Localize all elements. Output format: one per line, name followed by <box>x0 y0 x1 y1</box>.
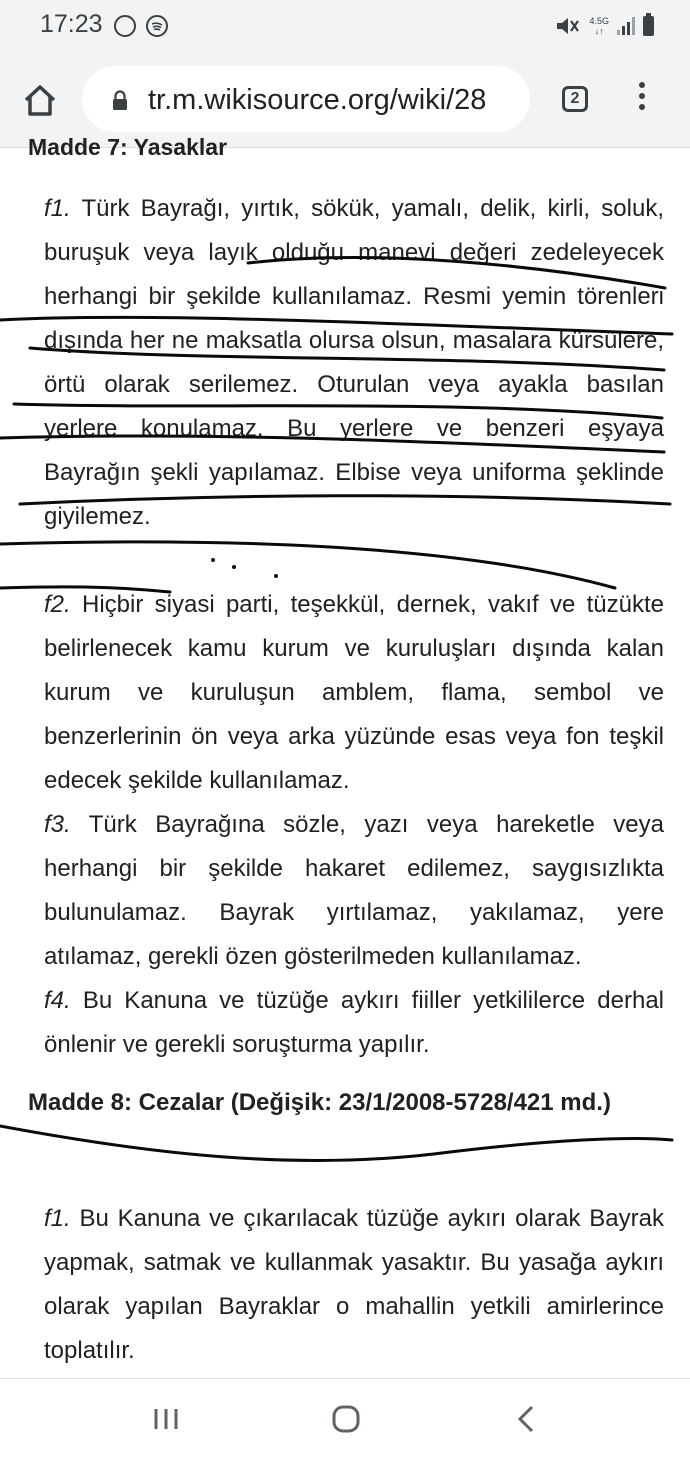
paragraph-7-2 <box>44 583 664 803</box>
paragraph-7-1 <box>44 187 664 539</box>
battery-icon <box>643 16 654 36</box>
more-vert-icon[interactable] <box>632 82 652 118</box>
status-time: 17:23 <box>40 10 103 38</box>
system-nav-bar <box>0 1378 690 1457</box>
paragraph-text: Türk Bayrağı, yırtık, sökük, yamalı, delik, kirli, soluk, buruşuk veya layık olduğu manevi değeri zedeleyecek herhangi bir şekilde kullanılamaz. Resmi yemin törenleri dışında her ne maksatla olursa olsun, masalara kürsülere, örtü olarak serilemez. Oturulan veya ayakla basılan yerlere konulamaz. Bu yerlere ve benzeri eşyaya Bayrağın şekli yapılamaz. Elbise veya uniforma şeklinde giyilemez. <box>44 195 664 530</box>
paragraph-number: f1. <box>44 1205 71 1232</box>
paragraph-7-3 <box>44 803 664 979</box>
address-bar[interactable] <box>82 66 530 132</box>
recent-apps-icon[interactable] <box>146 1403 186 1435</box>
paragraph-text: Türk Bayrağına sözle, yazı veya hareketle veya herhangi bir şekilde hakaret edilemez, saygısızlıkta bulunulamaz. Bayrak yırtılamaz, yakılamaz, yere atılamaz, gerekli özen gösterilmeden kullanılamaz. <box>44 811 664 970</box>
lock-icon <box>112 90 128 110</box>
section-heading-madde-8: Madde 8: Cezalar (Değişik: 23/1/2008-5728/421 md.) <box>28 1089 611 1116</box>
paragraph-7-4 <box>44 979 664 1067</box>
status-icons <box>555 14 654 38</box>
mute-icon <box>555 15 581 37</box>
paragraph-number: f1. <box>44 195 71 222</box>
signal-icon <box>617 17 635 35</box>
paragraph-text: Hiçbir siyasi parti, teşekkül, dernek, vakıf ve tüzükte belirlenecek kamu kurum ve kuruluşları dışında kalan kurum ve kuruluşun amblem, flama, sembol ve benzerlerinin ön veya arka yüzünde esas veya fon teşkil edecek şekilde kullanılamaz. <box>44 591 664 794</box>
home-icon[interactable] <box>20 80 60 120</box>
status-bar <box>0 0 690 52</box>
paragraph-text: Bu Kanuna ve tüzüğe aykırı fiiller yetkililerce derhal önlenir ve gerekli soruşturma yapılır. <box>44 987 664 1058</box>
spotify-icon <box>146 15 168 37</box>
paragraph-number: f2. <box>44 591 71 618</box>
paragraph-text: Bu Kanuna ve çıkarılacak tüzüğe aykırı olarak Bayrak yapmak, satmak ve kullanmak yasaktır. Bu yasağa aykırı olarak yapılan Bayraklar o mahallin yetkili amirlerince toplatılır. <box>44 1205 664 1364</box>
paragraph-number: f3. <box>44 811 71 838</box>
tabs-icon[interactable]: 2 <box>562 86 588 112</box>
whatsapp-icon <box>114 15 136 37</box>
paragraph-number: f4. <box>44 987 71 1014</box>
url-text: tr.m.wikisource.org/wiki/28 <box>148 84 487 116</box>
back-icon[interactable] <box>506 1403 546 1435</box>
home-nav-icon[interactable] <box>326 1403 366 1435</box>
paragraph-8-1 <box>44 1197 664 1373</box>
network-type: 4.5G ↓↑ <box>589 16 609 36</box>
article-content <box>0 134 690 1378</box>
section-heading-cut: Madde 7: Yasaklar <box>28 134 228 160</box>
